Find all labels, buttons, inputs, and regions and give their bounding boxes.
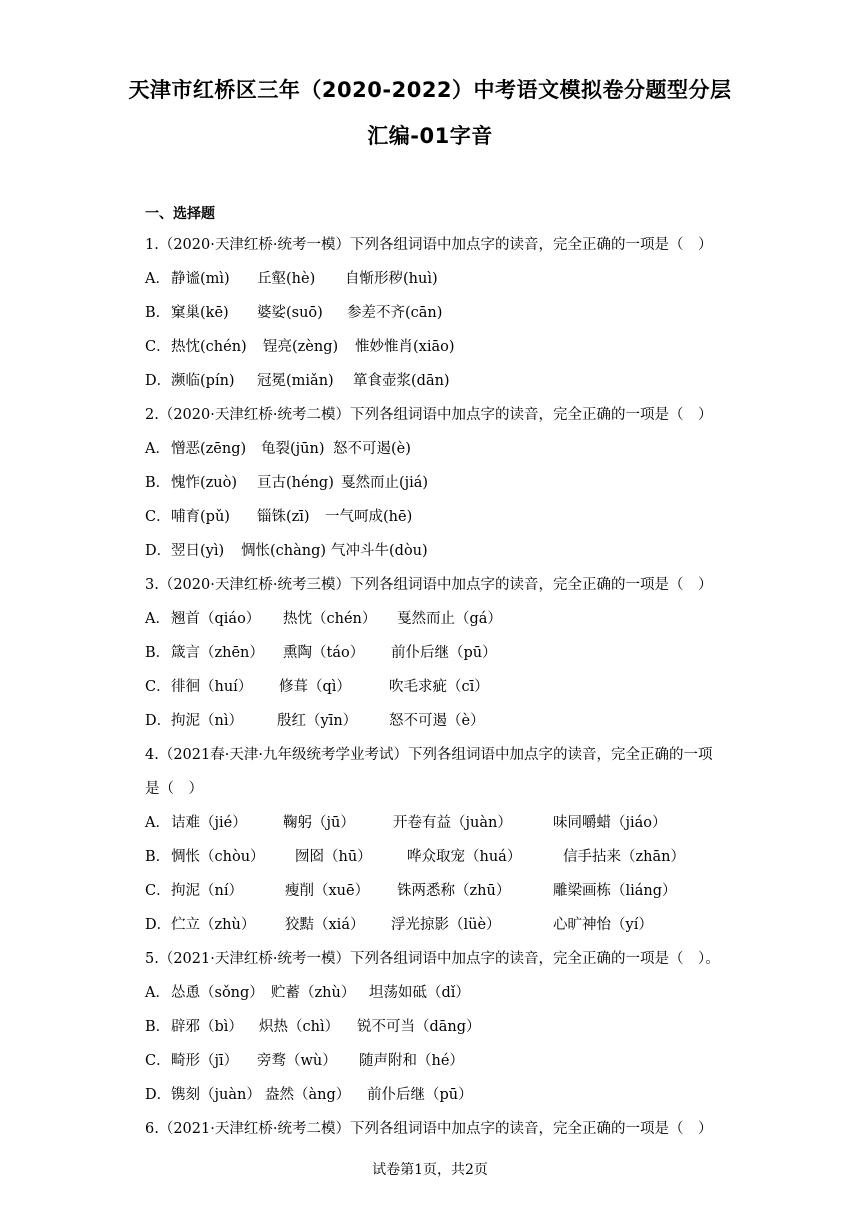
option-word: 开卷有益（juàn） [393,815,512,831]
option-word: 前仆后继（pū） [391,645,497,661]
option-label: A． [145,271,170,287]
option-2b[interactable] [145,466,720,500]
option-word: 心旷神怡（yí） [553,917,653,933]
option-1d[interactable] [145,364,720,398]
option-word: 囫囵（hū） [295,849,372,865]
question-stem-6: 6.（2021·天津红桥·统考二模）下列各组词语中加点字的读音，完全正确的一项是（ ） [145,1121,713,1137]
option-1b[interactable] [145,296,720,330]
option-3d[interactable] [145,704,720,738]
option-word: 修葺（qì） [279,679,351,695]
option-word: 惟妙惟肖(xiāo) [355,339,455,355]
option-label: B． [145,1019,171,1035]
option-word: 箴言（zhēn） [171,645,264,661]
section-heading: 一、选择题 [145,206,215,222]
option-word: 箪食壶浆(dān) [353,373,450,389]
option-label: D． [145,543,172,559]
option-3a[interactable] [145,602,720,636]
option-label: C． [145,679,171,695]
option-label: C． [145,339,171,355]
option-label: A． [145,815,170,831]
option-label: C． [145,1053,171,1069]
option-word: 信手拈来（zhān） [563,849,685,865]
option-1c[interactable] [145,330,720,364]
question-stem-5: 5.（2021·天津红桥·统考一模）下列各组词语中加点字的读音，完全正确的一项是（ ）。 [145,951,720,967]
option-label: D． [145,713,172,729]
option-5a[interactable] [145,976,720,1010]
option-word: 戛然而止(jiá) [341,475,429,491]
option-2a[interactable] [145,432,720,466]
option-word: 翌日(yì) [171,543,225,559]
option-label: A． [145,441,170,457]
option-word: 窠巢(kē) [171,305,229,321]
option-word: 怒不可遏(è) [333,441,411,457]
option-word: 随声附和（hé） [359,1053,464,1069]
option-label: A． [145,611,170,627]
option-1a[interactable] [145,262,720,296]
option-word: 旁骛（wù） [257,1053,337,1069]
option-word: 丘壑(hè) [257,271,316,287]
option-word: 镌刻（juàn） [171,1087,261,1103]
question-list [145,228,720,1146]
option-label: D． [145,917,172,933]
option-4b[interactable] [145,840,720,874]
option-word: 龟裂(jūn) [261,441,325,457]
option-word: 一气呵成(hē) [325,509,413,525]
option-word: 畸形（jī） [171,1053,239,1069]
option-word: 辟邪（bì） [171,1019,243,1035]
option-label: C． [145,509,171,525]
option-word: 鞠躬（jū） [283,815,355,831]
option-word: 殷红（yīn） [277,713,358,729]
option-word: 热忱（chén） [283,611,377,627]
option-word: 铢两悉称（zhū） [397,883,511,899]
option-word: 锐不可当（dāng） [357,1019,481,1035]
option-2d[interactable] [145,534,720,568]
option-4c[interactable] [145,874,720,908]
option-word: 气冲斗牛(dòu) [331,543,428,559]
option-word: 热忱(chén) [171,339,247,355]
option-word: 狡黠（xiá） [285,917,365,933]
question-stem-1: 1.（2020·天津红桥·统考一模）下列各组词语中加点字的读音，完全正确的一项是（ ） [145,237,713,253]
option-word: 怂恿（sǒng） [171,985,264,1001]
option-word: 惆怅（chòu） [171,849,265,865]
page-footer: 试卷第1页，共2页 [372,1162,488,1178]
option-word: 濒临(pín) [171,373,235,389]
option-word: 浮光掠影（lüè） [391,917,501,933]
option-word: 哗众取宠（huá） [407,849,522,865]
option-word: 冠冕(miǎn) [257,373,334,389]
option-word: 锃亮(zèng) [263,339,339,355]
option-2c[interactable] [145,500,720,534]
option-word: 味同嚼蜡（jiáo） [553,815,667,831]
option-word: 静谧(mì) [171,271,230,287]
option-5b[interactable] [145,1010,720,1044]
option-word: 瘦削（xuē） [285,883,370,899]
option-word: 拘泥（ní） [171,883,243,899]
option-label: B． [145,475,171,491]
option-5c[interactable] [145,1044,720,1078]
option-word: 贮蓄（zhù） [271,985,356,1001]
option-word: 戛然而止（gá） [397,611,502,627]
option-word: 怒不可遏（è） [389,713,485,729]
option-word: 自惭形秽(huì) [345,271,438,287]
option-word: 婆娑(suō) [257,305,323,321]
option-word: 吹毛求疵（cī） [389,679,489,695]
option-label: D． [145,1087,172,1103]
option-label: D． [145,373,172,389]
option-label: C． [145,883,171,899]
option-word: 盎然（àng） [265,1087,351,1103]
document-title-line1: 天津市红桥区三年（2020-2022）中考语文模拟卷分题型分层 [128,78,732,102]
option-word: 前仆后继（pū） [367,1087,473,1103]
option-word: 亘古(héng) [257,475,334,491]
option-word: 炽热（chì） [259,1019,340,1035]
option-label: A． [145,985,170,1001]
option-word: 拘泥（nì） [171,713,243,729]
option-4a[interactable] [145,806,720,840]
option-word: 锱铢(zī) [257,509,310,525]
question-stem-2: 2.（2020·天津红桥·统考二模）下列各组词语中加点字的读音，完全正确的一项是（ ） [145,407,713,423]
option-word: 参差不齐(cān) [347,305,443,321]
option-word: 翘首（qiáo） [171,611,261,627]
option-word: 愧怍(zuò) [171,475,238,491]
option-word: 哺育(pǔ) [171,509,230,525]
option-word: 徘徊（huí） [171,679,253,695]
question-stem-3: 3.（2020·天津红桥·统考三模）下列各组词语中加点字的读音，完全正确的一项是（ ） [145,577,713,593]
option-word: 坦荡如砥（dǐ） [369,985,470,1001]
question-stem-4: 4.（2021春·天津·九年级统考学业考试）下列各组词语中加点字的读音，完全正确的一项是（ ） [145,747,713,797]
option-word: 熏陶（táo） [283,645,365,661]
option-word: 憎恶(zēng) [171,441,247,457]
option-label: B． [145,305,171,321]
option-word: 雕梁画栋（liáng） [553,883,677,899]
option-4d[interactable] [145,908,720,942]
option-word: 诘难（jié） [171,815,247,831]
option-label: B． [145,849,171,865]
option-3b[interactable] [145,636,720,670]
option-5d[interactable] [145,1078,720,1112]
option-word: 惆怅(chàng) [241,543,327,559]
option-label: B． [145,645,171,661]
option-3c[interactable] [145,670,720,704]
document-title-line2: 汇编-01字音 [367,124,493,148]
option-word: 伫立（zhù） [171,917,256,933]
